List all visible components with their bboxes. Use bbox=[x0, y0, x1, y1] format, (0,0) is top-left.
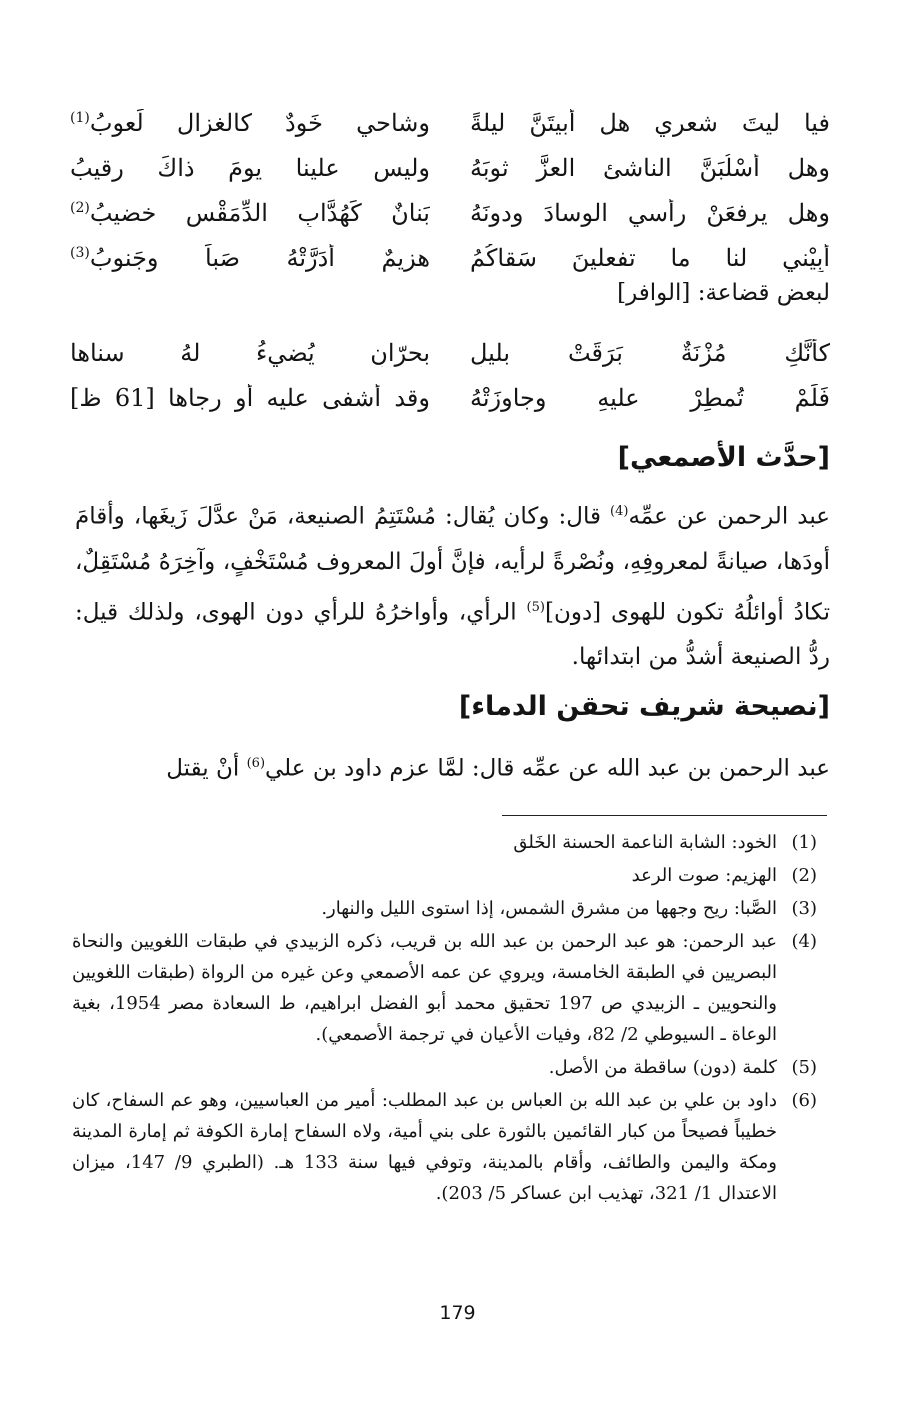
verse-second-hemistich bbox=[70, 109, 430, 137]
footnotes bbox=[72, 827, 817, 1211]
footnote-text: الصَّبا: ريح وجهها من مشرق الشمس، إذا استوى الليل والنهار. bbox=[321, 898, 777, 919]
footnote bbox=[72, 926, 817, 1050]
section-heading: [حدَّث الأصمعي] bbox=[617, 442, 830, 473]
verse-first-hemistich: فيا ليتَ شعري هل أبيتَنَّ ليلةً bbox=[470, 108, 830, 137]
footnote bbox=[72, 1085, 817, 1209]
verse bbox=[70, 100, 830, 145]
verse-second-hemistich bbox=[70, 154, 430, 182]
hemistich-text: وليس علينا يومَ ذاكَ رقيبُ bbox=[70, 153, 430, 182]
footnote-number: (3) bbox=[791, 898, 817, 919]
verse bbox=[70, 330, 830, 375]
verse bbox=[70, 375, 830, 420]
footnote-ref: (4) bbox=[610, 504, 629, 519]
footnote-ref: (5) bbox=[526, 599, 545, 615]
paragraph-text: عبد الرحمن بن عبد الله عن عمِّه قال: لمَّا عزم داود بن علي bbox=[265, 755, 830, 782]
verse-first-hemistich: أبِيْني لنا ما تفعلينَ سَقاكُمُ bbox=[470, 243, 830, 272]
verse bbox=[70, 190, 830, 235]
footnote bbox=[72, 1052, 817, 1083]
verse-first-hemistich: كأنَّكِ مُزْنَةٌ بَرَقَتْ بليلٍ bbox=[470, 338, 830, 367]
paragraph-text: أنْ يقتل bbox=[166, 755, 247, 782]
footnote-ref: (3) bbox=[70, 244, 90, 261]
footnote-text: كلمة (دون) ساقطة من الأصل. bbox=[548, 1057, 777, 1078]
footnote-text: الخود: الشابة الناعمة الحسنة الخَلق bbox=[513, 832, 777, 853]
paragraph-text: الرأي، وأواخرُهُ للرأي دون الهوى، ولذلك قيل: ردُّ الصنيعة أشدُّ من ابتدائها. bbox=[75, 599, 830, 671]
footnote-divider bbox=[502, 815, 827, 816]
verse bbox=[70, 235, 830, 280]
section-paragraph bbox=[75, 489, 830, 680]
poem-bottom bbox=[70, 330, 830, 420]
footnote-ref: (1) bbox=[70, 109, 90, 126]
footnote bbox=[72, 827, 817, 858]
paragraph-text: قال: وكان يُقال: مُسْتَتِمُ الصنيعة، مَنْ عدَّلَ زَيغَها، وأقامَ أودَها، صيانةً لمعروفِهِ، ونُصْرةً لرأيه، فإنَّ أولَ المعروف مُسْتَخْفٍ، وآخِرَهُ مُسْتَقِلٌ، تكادُ أوائلُهُ تكون للهوى [دون] bbox=[75, 503, 830, 626]
footnote-ref: (6) bbox=[246, 756, 266, 771]
verse-first-hemistich: فَلَمْ تُمطِرْ عليهِ وجاوزَتْهُ bbox=[470, 383, 830, 412]
footnote-number: (5) bbox=[791, 1057, 817, 1078]
verse-second-hemistich: وقد أشفى عليه أو رجاها [61 ظ] bbox=[70, 383, 430, 412]
section-paragraph bbox=[75, 741, 830, 792]
footnote-number: (6) bbox=[791, 1090, 817, 1111]
verse-second-hemistich: بحرّانٍ يُضيءُ لهُ سناها bbox=[70, 338, 430, 367]
footnote-text: داود بن علي بن عبد الله بن العباس بن عبد المطلب: أمير من العباسيين، وهو عم السفاح، كان خطيباً فصيحاً من كبار القائمين بالثورة على بني أمية، ولاه السفاح إمارة الكوفة ثم إمارة المدينة ومكة واليمن والطائف، وأقام بالمدينة، وتوفي فيها سنة 133 هـ. (الطبري 9/ 147، ميزان الاعتدال 1/ 321، تهذيب ابن عساكر 5/ 203). bbox=[72, 1090, 777, 1204]
section-heading: [نصيحة شريف تحقن الدماء] bbox=[458, 691, 830, 722]
hemistich-text: بَنانٌ كَهُدَّابِ الدِّمَقْسِ خضيبُ bbox=[89, 198, 430, 227]
hemistich-text: هزيمٌ أَدَرَّتْهُ صَباً وجَنوبُ bbox=[89, 243, 430, 272]
verse-second-hemistich bbox=[70, 244, 430, 272]
hemistich-text: وشاحي خَودٌ كالغزالِ لَعوبُ bbox=[89, 108, 430, 137]
verse bbox=[70, 145, 830, 190]
footnote-number: (2) bbox=[791, 865, 817, 886]
paragraph-text: عبد الرحمن عن عمِّه bbox=[628, 503, 830, 530]
verse-first-hemistich: وهل يرفعَنْ رأسي الوسادَ ودونَهُ bbox=[470, 198, 830, 227]
verse-first-hemistich: وهل أسْلُبَنَّ الناشئ العزَّ ثوبَهُ bbox=[470, 153, 830, 182]
poem-intro: لبعض قضاعة: [الوافر] bbox=[617, 280, 830, 306]
footnote-number: (4) bbox=[791, 931, 817, 952]
footnote bbox=[72, 893, 817, 924]
footnote-text: الهزيم: صوت الرعد bbox=[631, 865, 777, 886]
footnote-text: عبد الرحمن: هو عبد الرحمن بن عبد الله بن قريب، ذكره الزبيدي في طبقات اللغويين والنحاة البصريين في الطبقة الخامسة، ويروي عن عمه الأصمعي وعن غيره من الرواة (طبقات اللغويين والنحويين ـ الزبيدي ص 197 تحقيق محمد أبو الفضل ابراهيم، ط السعادة مصر 1954، بغية الوعاة ـ السيوطي 2/ 82، وفيات الأعيان في ترجمة الأصمعي). bbox=[72, 931, 777, 1045]
footnote-number: (1) bbox=[791, 832, 817, 853]
page-number: 179 bbox=[439, 1302, 476, 1324]
footnote-ref: (2) bbox=[70, 199, 90, 216]
poem-top bbox=[70, 100, 830, 280]
verse-second-hemistich bbox=[70, 199, 430, 227]
footnote bbox=[72, 860, 817, 891]
